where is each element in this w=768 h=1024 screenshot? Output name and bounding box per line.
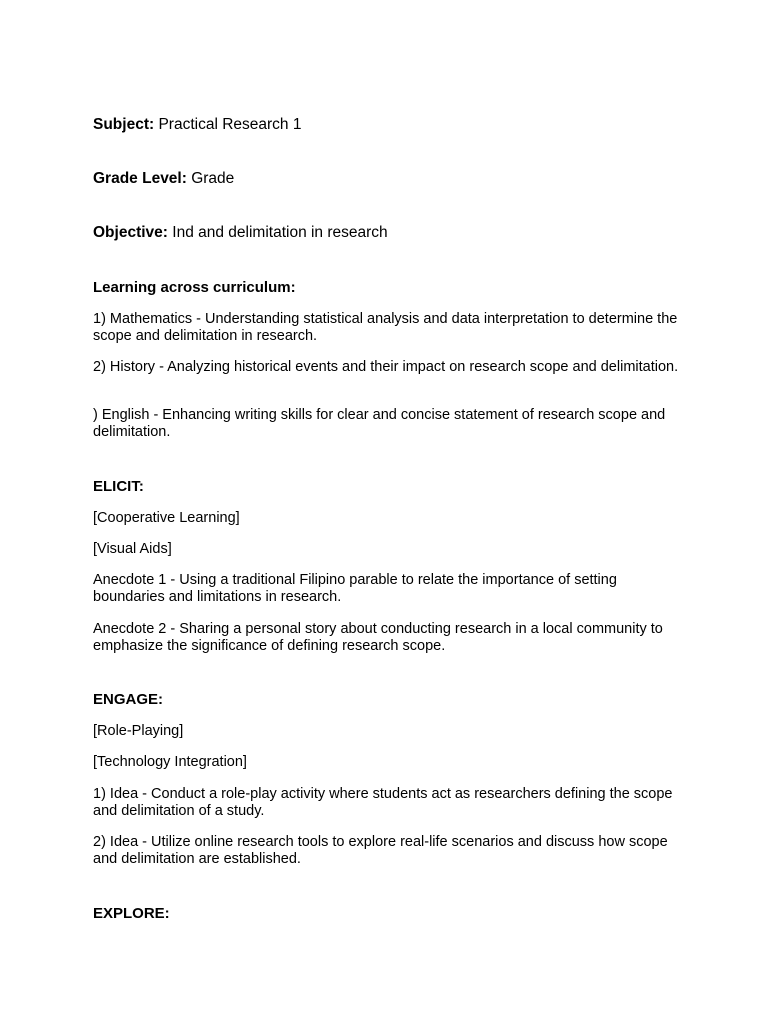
elicit-item-visual-aids: [Visual Aids]: [93, 541, 172, 557]
engage-item-role-playing: [Role-Playing]: [93, 723, 184, 739]
elicit-item-anecdote-2: Anecdote 2 - Sharing a personal story about conducting research in a local community to emphasize the significance of defining research scope.: [93, 621, 663, 654]
objective-value: Ind and delimitation in research: [172, 224, 388, 241]
curriculum-item-english: ) English - Enhancing writing skills for clear and concise statement of research scope and delimitation.: [93, 407, 666, 440]
elicit-heading: ELICIT:: [93, 478, 144, 495]
engage-item-idea-2: 2) Idea - Utilize online research tools to explore real-life scenarios and discuss how scope and delimitation are established.: [93, 834, 668, 867]
subject-line: [93, 115, 301, 135]
curriculum-item-mathematics: 1) Mathematics - Understanding statistical analysis and data interpretation to determine the scope and delimitation in research.: [93, 311, 678, 344]
elicit-item-anecdote-1: Anecdote 1 - Using a traditional Filipino parable to relate the importance of setting boundaries and limitations in research.: [93, 572, 617, 605]
curriculum-item-history: 2) History - Analyzing historical events and their impact on research scope and delimitation.: [93, 359, 679, 375]
grade-level-line: [93, 169, 234, 189]
elicit-item-cooperative-learning: [Cooperative Learning]: [93, 510, 240, 526]
objective-line: [93, 223, 388, 243]
subject-value: Practical Research 1: [158, 116, 302, 133]
grade-level-value: Grade: [191, 170, 235, 187]
curriculum-heading: Learning across curriculum:: [93, 279, 296, 296]
objective-label: Objective:: [93, 224, 168, 241]
subject-label: Subject:: [93, 116, 155, 133]
engage-item-idea-1: 1) Idea - Conduct a role-play activity where students act as researchers defining the scope and delimitation of a study.: [93, 786, 673, 819]
engage-heading: ENGAGE:: [93, 691, 164, 708]
explore-heading: EXPLORE:: [93, 905, 170, 922]
engage-item-technology-integration: [Technology Integration]: [93, 754, 247, 770]
grade-level-label: Grade Level:: [93, 170, 187, 187]
